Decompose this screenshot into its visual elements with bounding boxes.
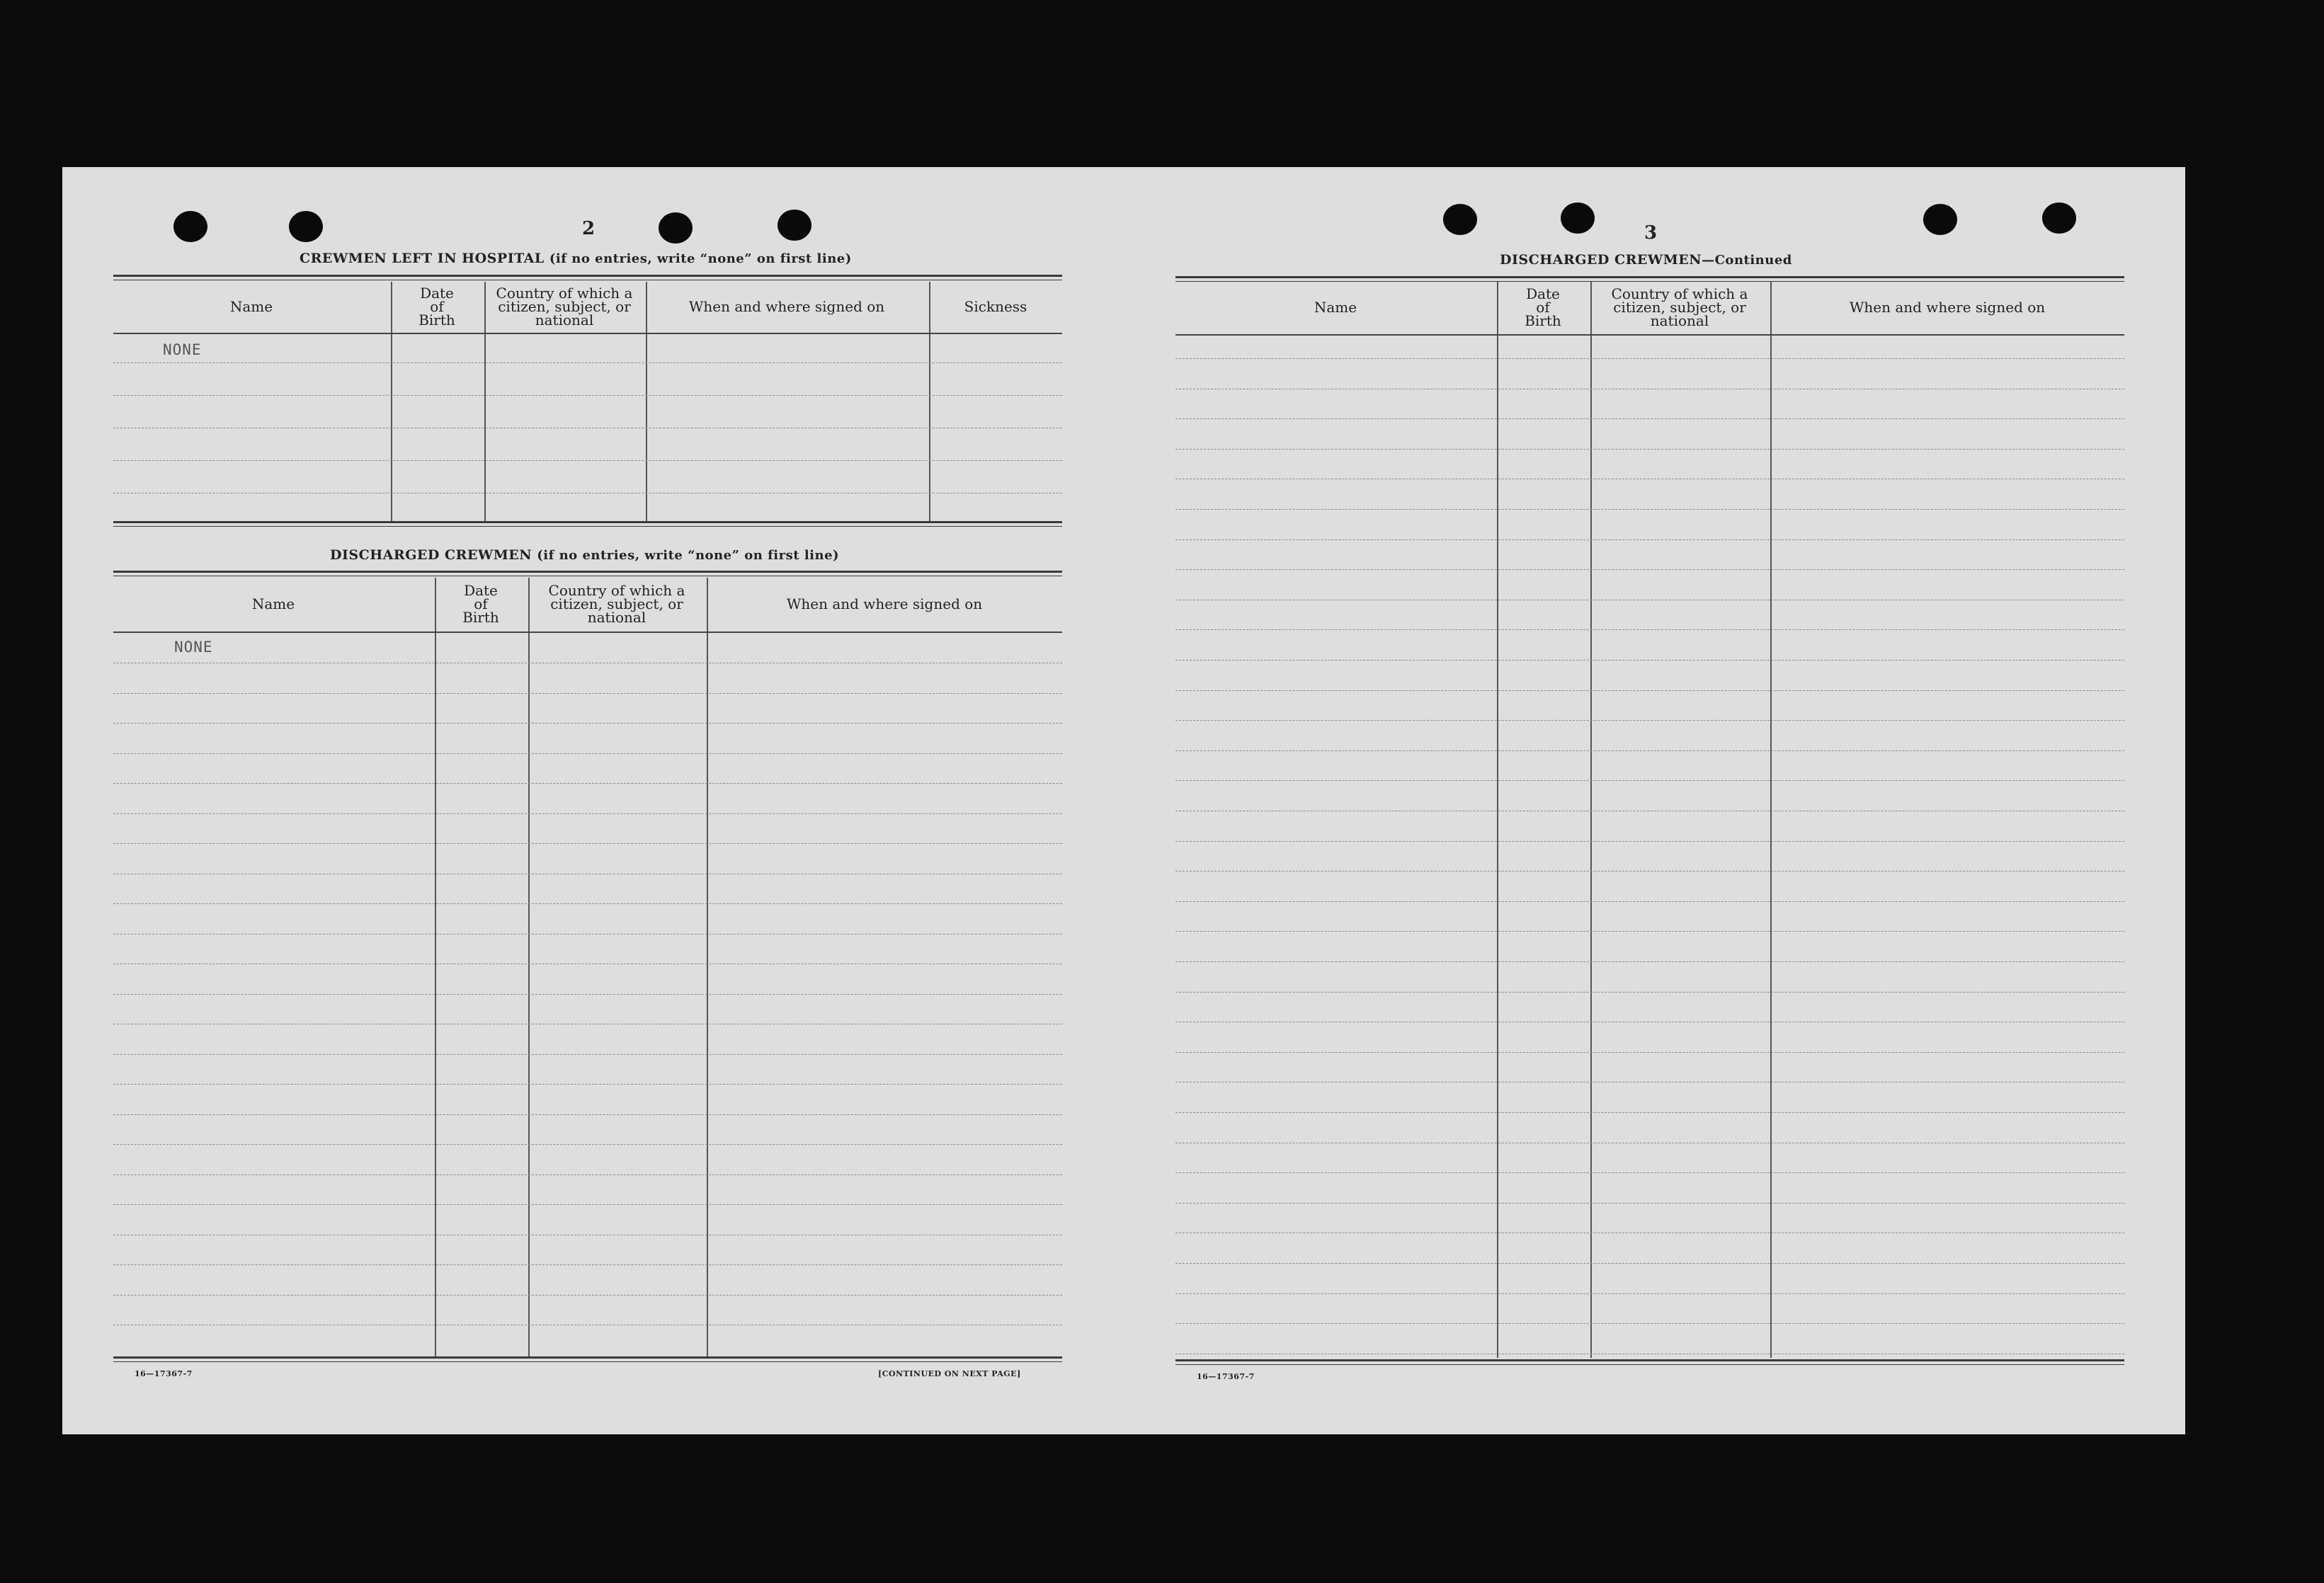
punch-hole [173, 211, 207, 242]
row-line [1175, 841, 2124, 842]
row-line [1175, 901, 2124, 902]
right-top-rule [1175, 276, 2124, 278]
row-line [1175, 358, 2124, 359]
row-line [1175, 1112, 2124, 1113]
discharged-title-text: DISCHARGED CREWMEN [330, 547, 532, 563]
header-underline [1175, 334, 2124, 336]
col-header-signed-on: When and where signed on [786, 595, 983, 612]
col-header-country: Country of which a citizen, subject, or national [1611, 285, 1748, 329]
row-line [1175, 1052, 2124, 1053]
col-header-name: Name [229, 297, 273, 315]
hospital-instruction: (if no entries, write “none” on first line) [549, 251, 852, 266]
col-header-sickness: Sickness [964, 297, 1027, 315]
row-line [1175, 1323, 2124, 1324]
punch-hole [777, 210, 811, 241]
discharged-table [113, 578, 1062, 1356]
punch-hole [2042, 202, 2076, 234]
hospital-section-title [300, 251, 852, 266]
row-line [1175, 780, 2124, 781]
hospital-table [113, 282, 1062, 522]
row-line [1175, 449, 2124, 450]
discharged-section-title [330, 547, 839, 563]
punch-hole [1443, 204, 1477, 235]
row-line [113, 934, 1062, 935]
page-number-left: 2 [582, 218, 596, 239]
row-line [1175, 690, 2124, 691]
row-line [113, 693, 1062, 694]
form-number-right: 16—17367-7 [1197, 1372, 1255, 1381]
row-line [1175, 629, 2124, 630]
column-separator [528, 578, 530, 1356]
column-separator [435, 578, 436, 1356]
hospital-title-text: CREWMEN LEFT IN HOSPITAL [300, 251, 545, 266]
row-line [1175, 1293, 2124, 1294]
col-header-dob: Date of Birth [462, 581, 499, 626]
row-line [113, 903, 1062, 904]
row-line [1175, 961, 2124, 962]
discharged-instruction: (if no entries, write “none” on first line) [537, 548, 840, 563]
row-line [113, 395, 1062, 396]
row-line [1175, 1172, 2124, 1173]
col-header-name: Name [1314, 298, 1357, 316]
header-underline [113, 632, 1062, 633]
row-line [1175, 1263, 2124, 1264]
row-line [1175, 509, 2124, 510]
col-header-dob: Date of Birth [418, 284, 455, 328]
punch-hole [1561, 202, 1595, 234]
row-line [1175, 750, 2124, 751]
row-line [1175, 1203, 2124, 1204]
row-line [1175, 539, 2124, 540]
form-sheet [62, 167, 2185, 1434]
right-bottom-rule [1175, 1359, 2124, 1361]
column-separator [929, 282, 930, 522]
row-line [113, 994, 1062, 995]
row-line [113, 783, 1062, 784]
row-line [113, 1295, 1062, 1296]
column-separator [1590, 282, 1592, 1358]
row-line [113, 1054, 1062, 1055]
col-header-country: Country of which a citizen, subject, or national [548, 581, 685, 626]
column-separator [646, 282, 647, 522]
row-line [113, 1144, 1062, 1145]
column-separator [1497, 282, 1498, 1358]
col-header-dob: Date of Birth [1525, 285, 1561, 329]
hospital-entry-none: NONE [163, 341, 202, 358]
continued-title-suffix: —Continued [1702, 253, 1792, 268]
column-separator [1770, 282, 1772, 1358]
row-line [113, 1204, 1062, 1205]
column-separator [707, 578, 708, 1356]
row-line [1175, 660, 2124, 661]
row-line [1175, 418, 2124, 419]
column-separator [391, 282, 392, 522]
header-underline [113, 333, 1062, 334]
column-separator [484, 282, 486, 522]
row-line [113, 460, 1062, 461]
row-line [1175, 569, 2124, 570]
row-line [1175, 992, 2124, 993]
col-header-name: Name [251, 595, 295, 612]
col-header-country: Country of which a citizen, subject, or national [496, 284, 633, 328]
page-number-right: 3 [1644, 222, 1658, 244]
hospital-top-rule [113, 275, 1062, 277]
continued-section-title [1500, 252, 1792, 268]
row-line [1175, 931, 2124, 932]
punch-hole [289, 211, 323, 242]
continued-title-text: DISCHARGED CREWMEN [1500, 252, 1702, 268]
row-line [113, 723, 1062, 724]
discharged-bottom-rule [113, 1356, 1062, 1359]
row-line [113, 1084, 1062, 1085]
row-line [113, 753, 1062, 754]
discharged-entry-none: NONE [174, 639, 213, 656]
discharged-continued-table [1175, 282, 2124, 1358]
row-line [113, 843, 1062, 844]
punch-hole [1923, 204, 1957, 235]
form-number-left: 16—17367-7 [135, 1369, 193, 1378]
row-line [113, 813, 1062, 814]
row-line [113, 1264, 1062, 1265]
col-header-signed-on: When and where signed on [688, 297, 885, 315]
row-line [113, 1114, 1062, 1115]
hospital-bottom-rule [113, 521, 1062, 523]
punch-hole [659, 212, 693, 244]
col-header-signed-on: When and where signed on [1849, 298, 2046, 316]
row-line [113, 362, 1062, 363]
continued-note: [CONTINUED ON NEXT PAGE] [878, 1369, 1021, 1378]
discharged-top-rule [113, 571, 1062, 573]
row-line [1175, 720, 2124, 721]
